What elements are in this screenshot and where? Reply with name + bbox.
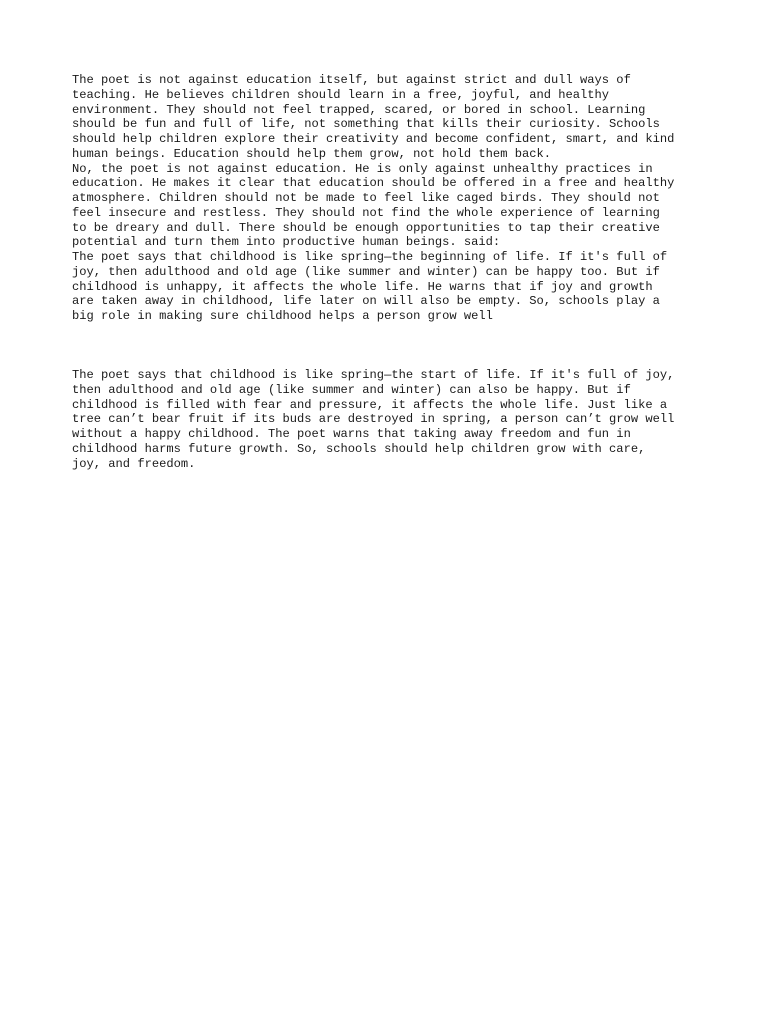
text-line: feel insecure and restless. They should not find the whole experience of learning: [72, 205, 660, 220]
text-line: childhood is unhappy, it affects the whole life. He warns that if joy and growth: [72, 279, 653, 294]
text-line: human beings. Education should help them grow, not hold them back.: [72, 146, 551, 161]
text-line: to be dreary and dull. There should be enough opportunities to tap their creative: [72, 220, 660, 235]
text-line: childhood harms future growth. So, schools should help children grow with care,: [72, 441, 646, 456]
text-line: No, the poet is not against education. He is only against unhealthy practices in: [72, 161, 653, 176]
text-line: education. He makes it clear that education should be offered in a free and healthy: [72, 176, 675, 191]
paragraph-block-1: [72, 73, 712, 324]
text-line: big role in making sure childhood helps a person grow well: [72, 309, 493, 323]
text-line: teaching. He believes children should learn in a free, joyful, and healthy: [72, 87, 610, 102]
text-line: potential and turn them into productive human beings. said:: [72, 235, 501, 250]
text-line: are taken away in childhood, life later on will also be empty. So, schools play a: [72, 294, 660, 309]
text-line: environment. They should not feel trapped, scared, or bored in school. Learning: [72, 102, 646, 117]
text-line: The poet says that childhood is like spring—the start of life. If it's full of joy,: [72, 368, 675, 382]
text-line: atmosphere. Children should not be made to feel like caged birds. They should not: [72, 191, 660, 205]
text-line: joy, and freedom.: [72, 456, 196, 471]
text-line: The poet is not against education itself, but against strict and dull ways of: [72, 73, 631, 87]
text-line: then adulthood and old age (like summer and winter) can also be happy. But if: [72, 382, 631, 397]
text-line: should be fun and full of life, not something that kills their curiosity. Schools: [72, 117, 660, 132]
text-line: joy, then adulthood and old age (like summer and winter) can be happy too. But if: [72, 264, 660, 279]
text-line: should help children explore their creativity and become confident, smart, and kind: [72, 132, 675, 146]
text-line: childhood is filled with fear and pressure, it affects the whole life. Just like a: [72, 397, 668, 412]
text-line: The poet says that childhood is like spring—the beginning of life. If it's full of: [72, 250, 668, 264]
text-line: tree can’t bear fruit if its buds are destroyed in spring, a person can’t grow well: [72, 412, 675, 427]
text-line: without a happy childhood. The poet warns that taking away freedom and fun in: [72, 427, 631, 441]
paragraph-block-2: [72, 368, 712, 471]
